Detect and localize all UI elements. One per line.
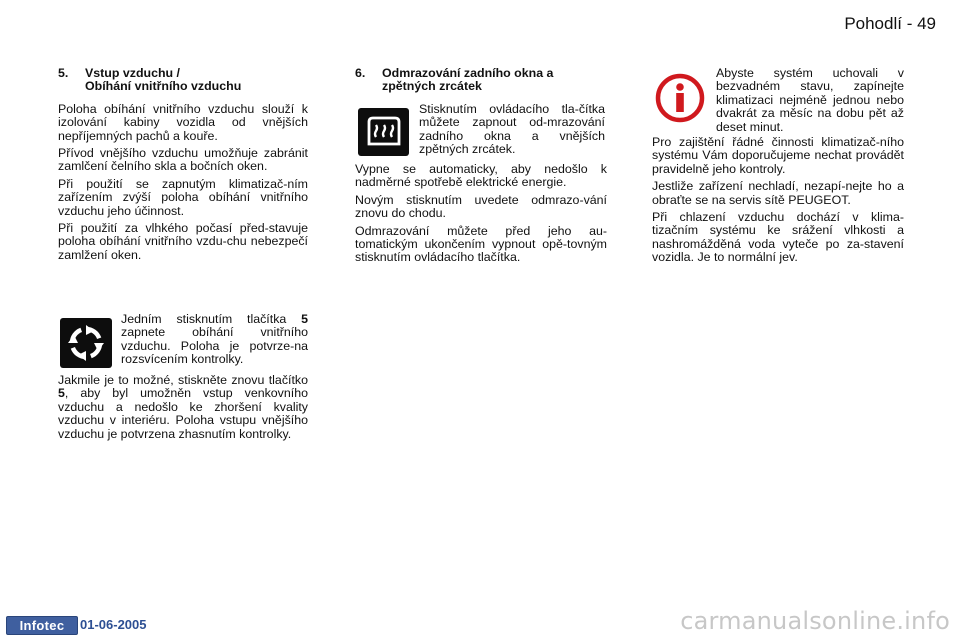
section-6-number: 6. bbox=[355, 66, 366, 80]
section-6-body bbox=[355, 163, 607, 269]
section-6-icon-text: Stisknutím ovládacího tla-čítka můžete zapnout od-mrazování zadního okna a vnějších zpětných zrcátek. bbox=[419, 102, 605, 157]
section-5-button-text bbox=[121, 313, 308, 367]
section-5-paragraph-4: Při použití za vlhkého počasí před-stavuje poloha obíhání vnitřního vzdu-chu nebezpečí zamlžení oken. bbox=[58, 221, 308, 262]
section-6-paragraph-3: Odmrazování můžete před jeho au-tomatickým ukončením vypnout opě-tovným stisknutím ovládacího tlačítka. bbox=[355, 223, 607, 265]
section-5-paragraph-2: Přívod vnějšího vzduchu umožňuje zabránit zamlčení čelního skla a bočních oken. bbox=[58, 146, 308, 174]
info-paragraph-2: Jestliže zařízení nechladí, nezapí-nejte ho a obraťte se na servis sítě PEUGEOT. bbox=[652, 179, 904, 207]
info-paragraph-3: Při chlazení vzduchu dochází v klima-tizačním systému ke srážení vlhkosti a nashromážděná voda vyteče po za-stavení vozidla. Je to normální jev. bbox=[652, 210, 904, 265]
section-5-paragraph-3: Při použití se zapnutým klimatizač-ním zařízením zvýší poloha obíhání vnitřního vzduchu jeho účinnost. bbox=[58, 176, 308, 218]
section-6-title-line2: zpětných zrcátek bbox=[382, 79, 482, 94]
section-6-paragraph-1: Vypne se automaticky, aby nedošlo k nadměrné spotřebě elektrické energie. bbox=[355, 162, 607, 190]
info-icon bbox=[652, 70, 708, 126]
section-5-title-line2: Obíhání vnitřního vzduchu bbox=[85, 79, 242, 94]
final-number: 5 bbox=[58, 386, 65, 401]
section-5-number: 5. bbox=[58, 66, 69, 80]
infotec-logo: Infotec bbox=[6, 616, 78, 635]
section-6-title-line1: Odmrazování zadního okna a bbox=[382, 66, 554, 80]
section-5-final-text bbox=[58, 374, 308, 441]
section-5 bbox=[58, 67, 308, 266]
button-number: 5 bbox=[301, 312, 308, 326]
footer-date: 01-06-2005 bbox=[80, 617, 147, 632]
page-title: Pohodlí - 49 bbox=[844, 14, 936, 33]
watermark: carmanualsonline.info bbox=[680, 607, 950, 635]
section-6-paragraph-2: Novým stisknutím uvedete odmrazo-vání znovu do chodu. bbox=[355, 192, 607, 221]
final-text-before: Jakmile je to možné, stiskněte znovu tlačítko bbox=[58, 373, 308, 387]
section-6-heading bbox=[355, 67, 607, 94]
info-paragraph-1: Pro zajištění řádné činnosti klimatizač-ního systému Vám doporučujeme nechat provádět pravidelně jeho kontroly. bbox=[652, 135, 904, 176]
section-5-paragraph-1: Poloha obíhání vnitřního vzduchu slouží k izolování kabiny vozidla od vnějších nepříjemných pachů a kouře. bbox=[58, 101, 308, 143]
rear-defrost-icon bbox=[358, 108, 409, 156]
info-icon-text: Abyste systém uchovali v bezvadném stavu, zapínejte klimatizaci nejméně jednou nebo dvakrát za měsíc na dobu pět až deset minut. bbox=[716, 66, 904, 134]
section-5-heading bbox=[58, 67, 308, 94]
final-text-after: , aby byl umožněn vstup venkovního vzduchu a nedošlo ke zhoršení kvality vzduchu v interiéru. Poloha vstupu vnějšího vzduchu je potvrzena zhasnutím kontrolky. bbox=[58, 386, 308, 441]
info-body bbox=[652, 136, 904, 269]
section-5-title-line1: Vstup vzduchu / bbox=[85, 66, 180, 80]
button-text-before: Jedním stisknutím tlačítka bbox=[121, 312, 302, 326]
button-text-after: zapnete obíhání vnitřního vzduchu. Poloha je potvrze-na rozsvícením kontrolky. bbox=[121, 325, 308, 367]
recirculation-icon bbox=[60, 318, 112, 368]
